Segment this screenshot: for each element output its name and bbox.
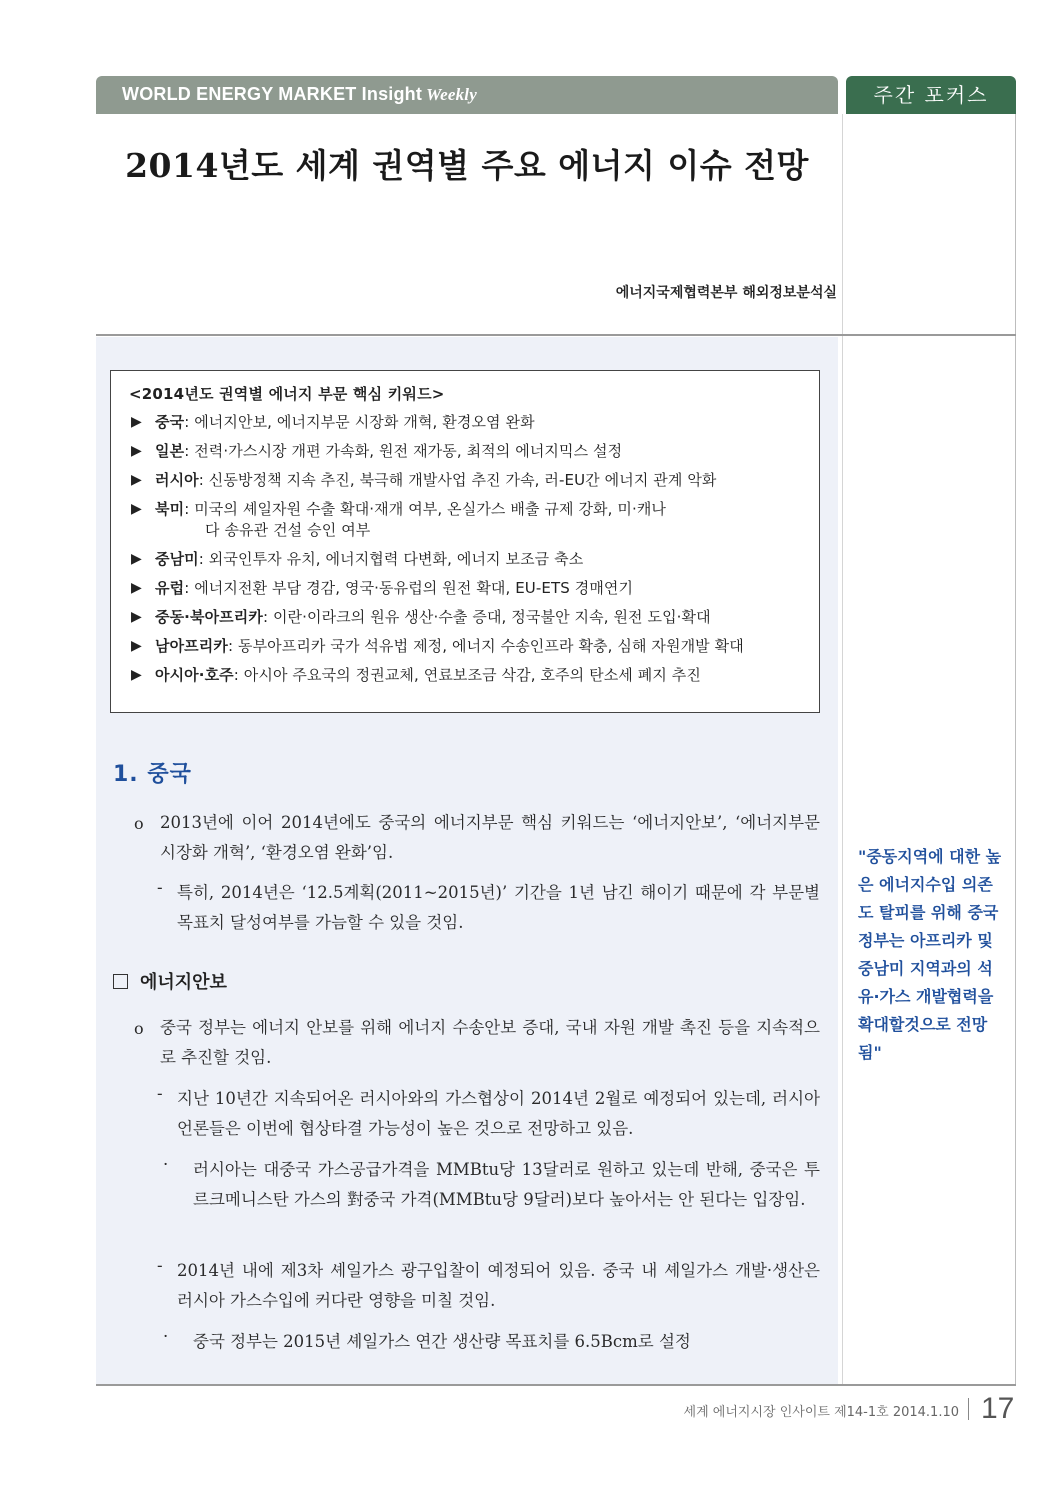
keyword-text: : 아시아 주요국의 정권교체, 연료보조금 삭감, 호주의 탄소세 폐지 추진 [233,666,701,684]
keyword-item [129,412,803,433]
circle-bullet: o [134,814,144,833]
section-title: 1. 중국 [113,762,192,787]
keyword-text-continued: 다 송유관 건설 승인 여부 [205,521,371,539]
keyword-text: : 외국인투자 유치, 에너지협력 다변화, 에너지 보조금 축소 [198,550,584,568]
keyword-region: 러시아 [155,471,199,489]
publication-brand-italic: Weekly [426,85,477,104]
triangle-bullet-icon: ▶ [131,414,142,430]
keyword-item [129,549,803,570]
keyword-item [129,578,803,599]
paragraph-russia-gas: 지난 10년간 지속되어온 러시아와의 가스협상이 2014년 2월로 예정되어 있는데, 러시아 언론들은 이번에 협상타결 가능성이 높은 것으로 전망하고 있음. [177,1089,820,1138]
paragraph-plan-period: 특히, 2014년은 ‘12.5계획(2011~2015년)’ 기간을 1년 남긴 해이기 때문에 각 부문별 목표치 달성여부를 가늠할 수 있을 것임. [177,883,820,932]
header-divider [96,334,1016,336]
paragraph-shale-target: 중국 정부는 2015년 셰일가스 연간 생산량 목표치를 6.5Bcm로 설정 [193,1332,691,1351]
keyword-text: : 에너지전환 부담 경감, 영국·동유럽의 원전 확대, EU-ETS 경매연기 [184,579,634,597]
paragraph-energy-security: 중국 정부는 에너지 안보를 위해 에너지 수송안보 증대, 국내 자원 개발 촉진 등을 지속적으로 추진할 것임. [160,1018,820,1067]
keyword-text: : 동부아프리카 국가 석유법 제정, 에너지 수송인프라 확충, 심해 자원개발 확대 [227,637,744,655]
dash-bullet: - [157,878,163,897]
keyword-text: : 미국의 셰일자원 수출 확대·재개 여부, 온실가스 배출 규제 강화, 미·캐나 [184,500,667,518]
keyword-box-heading: <2014년도 권역별 에너지 부문 핵심 키워드> [129,385,445,403]
keyword-region: 북미 [155,500,185,518]
keyword-text: : 이란·이라크의 원유 생산·수출 증대, 정국불안 지속, 원전 도입·확대 [262,608,711,626]
dash-bullet: - [157,1256,163,1275]
keyword-region: 중국 [155,413,185,431]
publication-brand: WORLD ENERGY MARKET Insight Weekly [122,84,477,104]
keyword-region: 아시아·호주 [155,666,234,684]
header-bar [96,76,838,114]
checkbox-square-icon [113,974,128,989]
keyword-list [129,412,803,686]
keyword-text: : 신동방정책 지속 추진, 북극해 개발사업 추진 가속, 러-EU간 에너지 관계 악화 [198,471,717,489]
keyword-item [129,665,803,686]
keyword-item [129,499,803,541]
keyword-item [129,470,803,491]
sidebar-divider [842,114,843,1384]
keyword-item [129,636,803,657]
section-tab: 주간 포커스 [846,76,1016,114]
triangle-bullet-icon: ▶ [131,472,142,488]
right-margin-line [1015,114,1016,1384]
triangle-bullet-icon: ▶ [131,443,142,459]
dot-bullet: · [163,1155,169,1174]
article-author: 에너지국제협력본부 해외정보분석실 [615,285,837,301]
triangle-bullet-icon: ▶ [131,580,142,596]
keyword-region: 중동·북아프리카 [155,608,263,626]
triangle-bullet-icon: ▶ [131,638,142,654]
keyword-text: : 전력·가스시장 개편 가속화, 원전 재가동, 최적의 에너지믹스 설정 [184,442,623,460]
triangle-bullet-icon: ▶ [131,667,142,683]
article-title: 2014년도 세계 권역별 주요 에너지 이슈 전망 [125,146,809,185]
keyword-region: 중남미 [155,550,199,568]
triangle-bullet-icon: ▶ [131,501,142,517]
footer-divider [96,1384,1016,1386]
paragraph-gas-price: 러시아는 대중국 가스공급가격을 MMBtu당 13달러로 원하고 있는데 반해, 중국은 투르크메니스탄 가스의 對중국 가격(MMBtu당 9달러)보다 높아서는 안 된다는 입장임. [193,1160,820,1209]
triangle-bullet-icon: ▶ [131,609,142,625]
keyword-item [129,441,803,462]
footer-publication: 세계 에너지시장 인사이트 제14-1호 2014.1.10 [683,1405,959,1420]
paragraph-shale-auction: 2014년 내에 제3차 셰일가스 광구입찰이 예정되어 있음. 중국 내 셰일가스 개발·생산은 러시아 가스수입에 커다란 영향을 미칠 것임. [177,1261,820,1310]
page-number: 17 [981,1392,1015,1425]
sidebar-pull-quote: "중동지역에 대한 높은 에너지수입 의존도 탈피를 위해 중국 정부는 아프리카 및 중남미 지역과의 석유·가스 개발협력을 확대할것으로 전망됨" [858,847,1002,1062]
keyword-item [129,607,803,628]
keyword-text: : 에너지안보, 에너지부문 시장화 개혁, 환경오염 완화 [184,413,535,431]
keyword-region: 일본 [155,442,185,460]
footer-separator [968,1398,969,1420]
dash-bullet: - [157,1084,163,1103]
keyword-box [110,370,820,713]
subsection-heading: 에너지안보 [113,968,227,994]
circle-bullet: o [134,1019,144,1038]
paragraph-keywords: 2013년에 이어 2014년에도 중국의 에너지부문 핵심 키워드는 ‘에너지안보’, ‘에너지부문 시장화 개혁’, ‘환경오염 완화’임. [160,813,820,862]
keyword-region: 남아프리카 [155,637,228,655]
triangle-bullet-icon: ▶ [131,551,142,567]
dot-bullet: · [163,1327,169,1346]
keyword-region: 유럽 [155,579,185,597]
